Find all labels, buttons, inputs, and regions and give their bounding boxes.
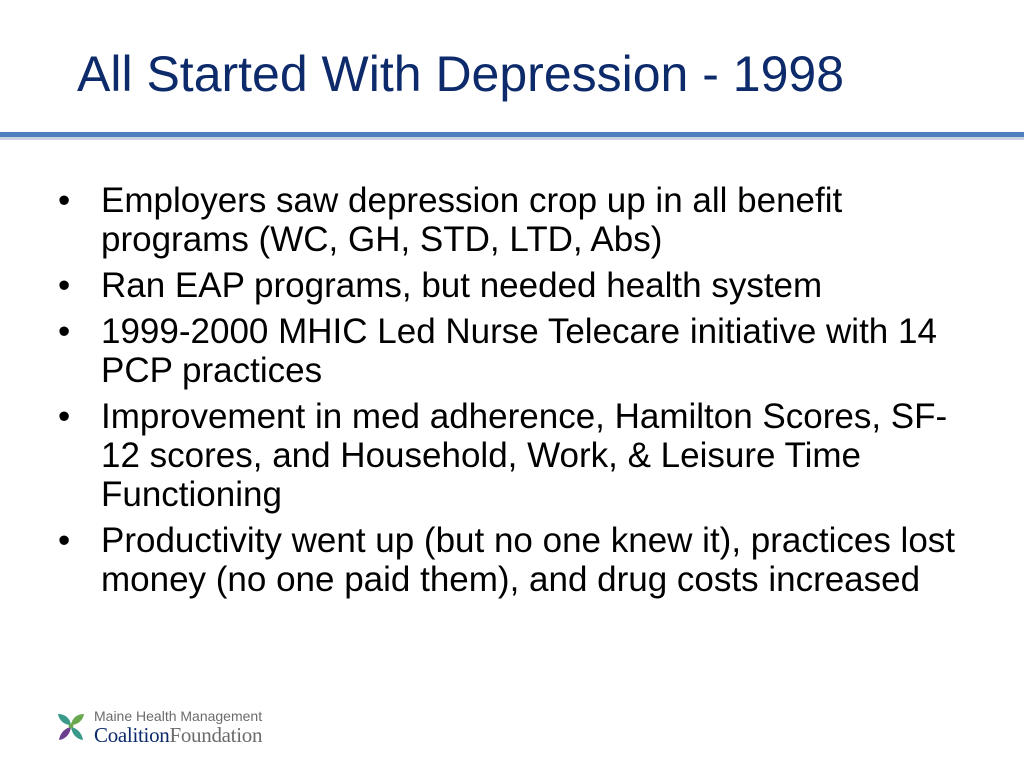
logo-emblem-icon <box>54 710 88 744</box>
bullet-text: Improvement in med adherence, Hamilton Scores, SF-12 scores, and Household, Work, & Leisure Time Functioning <box>101 397 948 514</box>
bullet-item-5 <box>58 521 958 599</box>
logo-text-line2 <box>94 723 262 747</box>
bullet-item-2 <box>58 266 958 305</box>
organization-logo <box>54 708 284 748</box>
bullet-item-1 <box>58 181 958 259</box>
slide-title: All Started With Depression - 1998 <box>77 46 845 102</box>
bullet-marker: • <box>58 266 71 305</box>
bullet-text: Employers saw depression crop up in all benefit programs (WC, GH, STD, LTD, Abs) <box>101 181 843 259</box>
bullet-text: Ran EAP programs, but needed health system <box>101 266 823 305</box>
bullet-text: 1999-2000 MHIC Led Nurse Telecare initiative with 14 PCP practices <box>101 312 937 390</box>
title-divider <box>0 131 1024 141</box>
bullet-text: Productivity went up (but no one knew it), practices lost money (no one paid them), and drug costs increased <box>101 521 956 599</box>
bullet-list <box>58 181 958 606</box>
bullet-item-4 <box>58 397 958 514</box>
bullet-marker: • <box>58 397 71 436</box>
bullet-item-3 <box>58 312 958 390</box>
bullet-marker: • <box>58 181 71 220</box>
bullet-marker: • <box>58 521 71 560</box>
logo-text-coalition: Coalition <box>94 723 170 747</box>
logo-text-foundation: Foundation <box>169 723 263 747</box>
logo-text-line1: Maine Health Management <box>94 708 263 724</box>
bullet-marker: • <box>58 312 71 351</box>
